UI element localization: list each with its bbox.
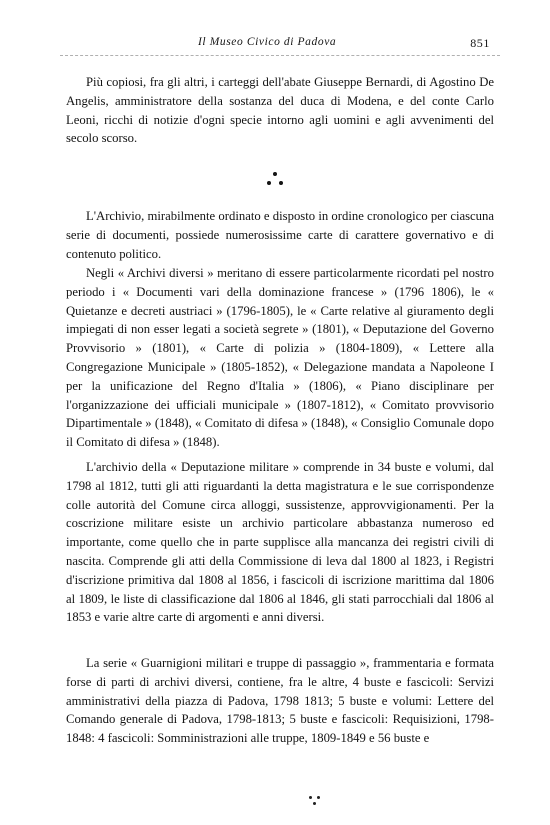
paragraph-deputazione-militare: L'archivio della « Deputazione militare » comprende in 34 buste e volumi, dal 1798 al 1812, tutti gli atti riguardanti la detta magistratura e le sue corrispondenze colle autorità del Comune circa alloggi, sussistenze, approvvigionamenti. Per la coscrizione militare esiste un archivio particolare abbastanza numeroso ed importante, come quello che in parte supplisce alla mancanza dei registri civili di nascita. Comprende gli atti della Commissione di leva dal 1800 al 1823, i Registri d'iscrizione primitiva dal 1808 al 1856, i fascicoli di iscrizione marittima dal 1806 al 1809, le liste di classificazione dal 1806 al 1846, gli stati parrocchiali dal 1806 al 1853 e varie altre carte di argomenti e anni diversi.	[66, 460, 494, 625]
signature-mark	[308, 795, 322, 805]
page-header	[60, 36, 492, 56]
paragraph-carteggi: Più copiosi, fra gli altri, i carteggi dell'abate Giuseppe Bernardi, di Agostino De Angelis, amministratore della sostanza del duca di Modena, e del conte Carlo Leoni, ricchi di notizie d'ogni specie intorno agli uomini e agli avvenimenti del secolo scorso.	[66, 75, 494, 146]
page-number: 851	[470, 36, 490, 50]
paragraph-archivio: L'Archivio, mirabilmente ordinato e disposto in ordine cronologico per ciascuna serie di documenti, possiede numerosissime carte di carattere governativo e di contenuto politico.	[66, 209, 494, 261]
paragraph-archivi-diversi: Negli « Archivi diversi » meritano di essere particolarmente ricordati pel nostro periodo i « Documenti vari della dominazione francese » (1796 1806), le « Quietanze e decreti austriaci » (1796-1805), le « Carte relative al giuramento degli impiegati di non esser legati a società segrete » (1801), « Deputazione del Governo Provvisorio » (1801), « Carte di polizia » (1804-1809), « Lettere alla Congregazione Municipale » (1805-1852), « Delegazione mandata a Napoleone I per la unificazione del Regno d'Italia » (1806), « Piano disciplinare per l'organizzazione dei ufficiali municipale » (1807-1812), « Comitato provvisorio Dipartimentale » (1848), « Comitato di difesa » (1848), « Consiglio Comunale dopo il Comitato di difesa » (1848).	[66, 266, 494, 450]
paragraph-guarnigioni: La serie « Guarnigioni militari e truppe di passaggio », frammentaria e formata forse di parti di archivi diversi, contiene, fra le altre, 4 buste e fascicoli: Servizi amministrativi della piazza di Padova, 1798 1813; 5 buste e volumi: Lettere del Comando generale di Padova, 1798-1813; 5 buste e fascicoli: Requisizioni, 1798-1848: 4 fascicoli: Somministrazioni alle truppe, 1809-1849 e 56 buste e	[66, 656, 494, 746]
header-rule	[60, 55, 500, 56]
running-title: Il Museo Civico di Padova	[198, 36, 337, 48]
section-ornament	[267, 172, 283, 188]
